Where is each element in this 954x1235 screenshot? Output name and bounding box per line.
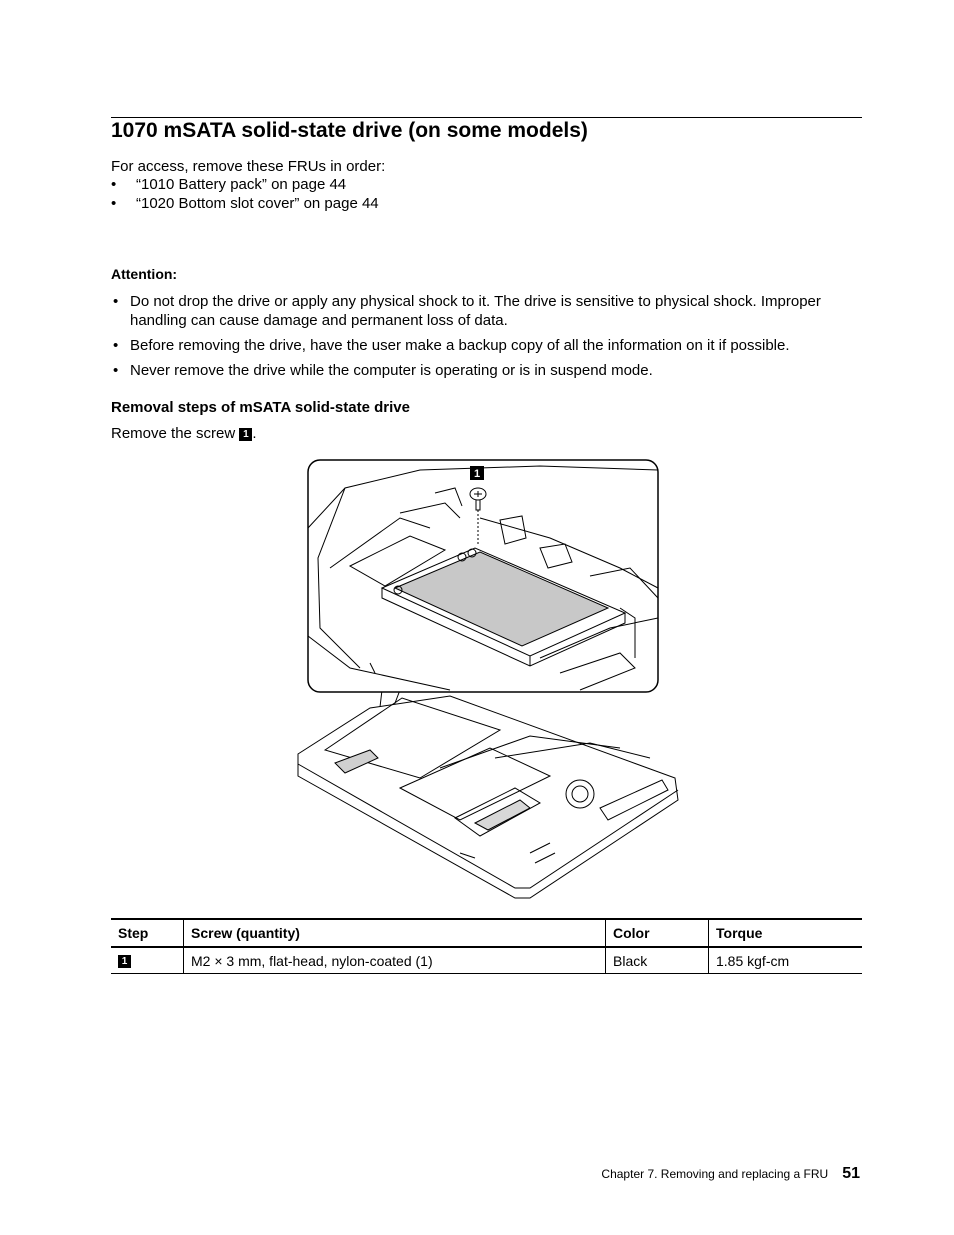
- access-list: [111, 175, 379, 213]
- table-cell-step: [111, 947, 184, 974]
- attention-label: Attention:: [111, 266, 178, 282]
- attention-list: [111, 292, 862, 386]
- attention-item: • Before removing the drive, have the user make a backup copy of all the information on it if possible.: [113, 337, 790, 354]
- removal-step: [111, 424, 257, 443]
- removal-step-text: Remove the screw: [111, 425, 236, 442]
- removal-heading: Removal steps of mSATA solid-state drive: [111, 399, 410, 416]
- msata-drive-illustration: [290, 458, 682, 906]
- table-header-cell: Step: [111, 919, 184, 947]
- access-item-text: “1020 Bottom slot cover” on page 44: [136, 195, 379, 212]
- table-cell: M2 × 3 mm, flat-head, nylon-coated (1): [184, 947, 606, 974]
- attention-item-text: Do not drop the drive or apply any physical shock to it. The drive is sensitive to physical shock. Improper handling can cause damage and permanent loss of data.: [130, 293, 821, 329]
- section-title: 1070 mSATA solid-state drive (on some models): [111, 119, 588, 142]
- page-footer: [601, 1165, 860, 1183]
- attention-item-text: Never remove the drive while the computer is operating or is in suspend mode.: [130, 362, 653, 379]
- table-header-cell: Screw (quantity): [184, 919, 606, 947]
- access-item[interactable]: • “1010 Battery pack” on page 44: [111, 176, 347, 193]
- table-row: [111, 947, 862, 974]
- table-cell: Black: [606, 947, 709, 974]
- screw-spec-table: [111, 918, 862, 974]
- table-cell: 1.85 kgf-cm: [709, 947, 863, 974]
- access-item-text: “1010 Battery pack” on page 44: [136, 176, 347, 193]
- page-number: 51: [842, 1165, 860, 1182]
- attention-item: • Do not drop the drive or apply any physical shock to it. The drive is sensitive to physical shock. Improper handling can cause damage and permanent loss of data.: [113, 293, 821, 329]
- access-item[interactable]: • “1020 Bottom slot cover” on page 44: [111, 195, 379, 212]
- title-rule: [111, 117, 862, 118]
- footer-chapter: Chapter 7. Removing and replacing a FRU: [601, 1167, 829, 1181]
- attention-item-text: Before removing the drive, have the user make a backup copy of all the information on it if possible.: [130, 337, 790, 354]
- attention-item: • Never remove the drive while the computer is operating or is in suspend mode.: [113, 362, 653, 379]
- table-header-cell: Color: [606, 919, 709, 947]
- table-header-cell: Torque: [709, 919, 863, 947]
- access-intro: For access, remove these FRUs in order:: [111, 158, 386, 175]
- table-header-row: [111, 919, 862, 947]
- figure-callout-label: 1: [473, 468, 481, 480]
- removal-step-end: .: [252, 425, 257, 442]
- callout-badge: 1: [239, 428, 252, 441]
- callout-badge: 1: [118, 955, 131, 968]
